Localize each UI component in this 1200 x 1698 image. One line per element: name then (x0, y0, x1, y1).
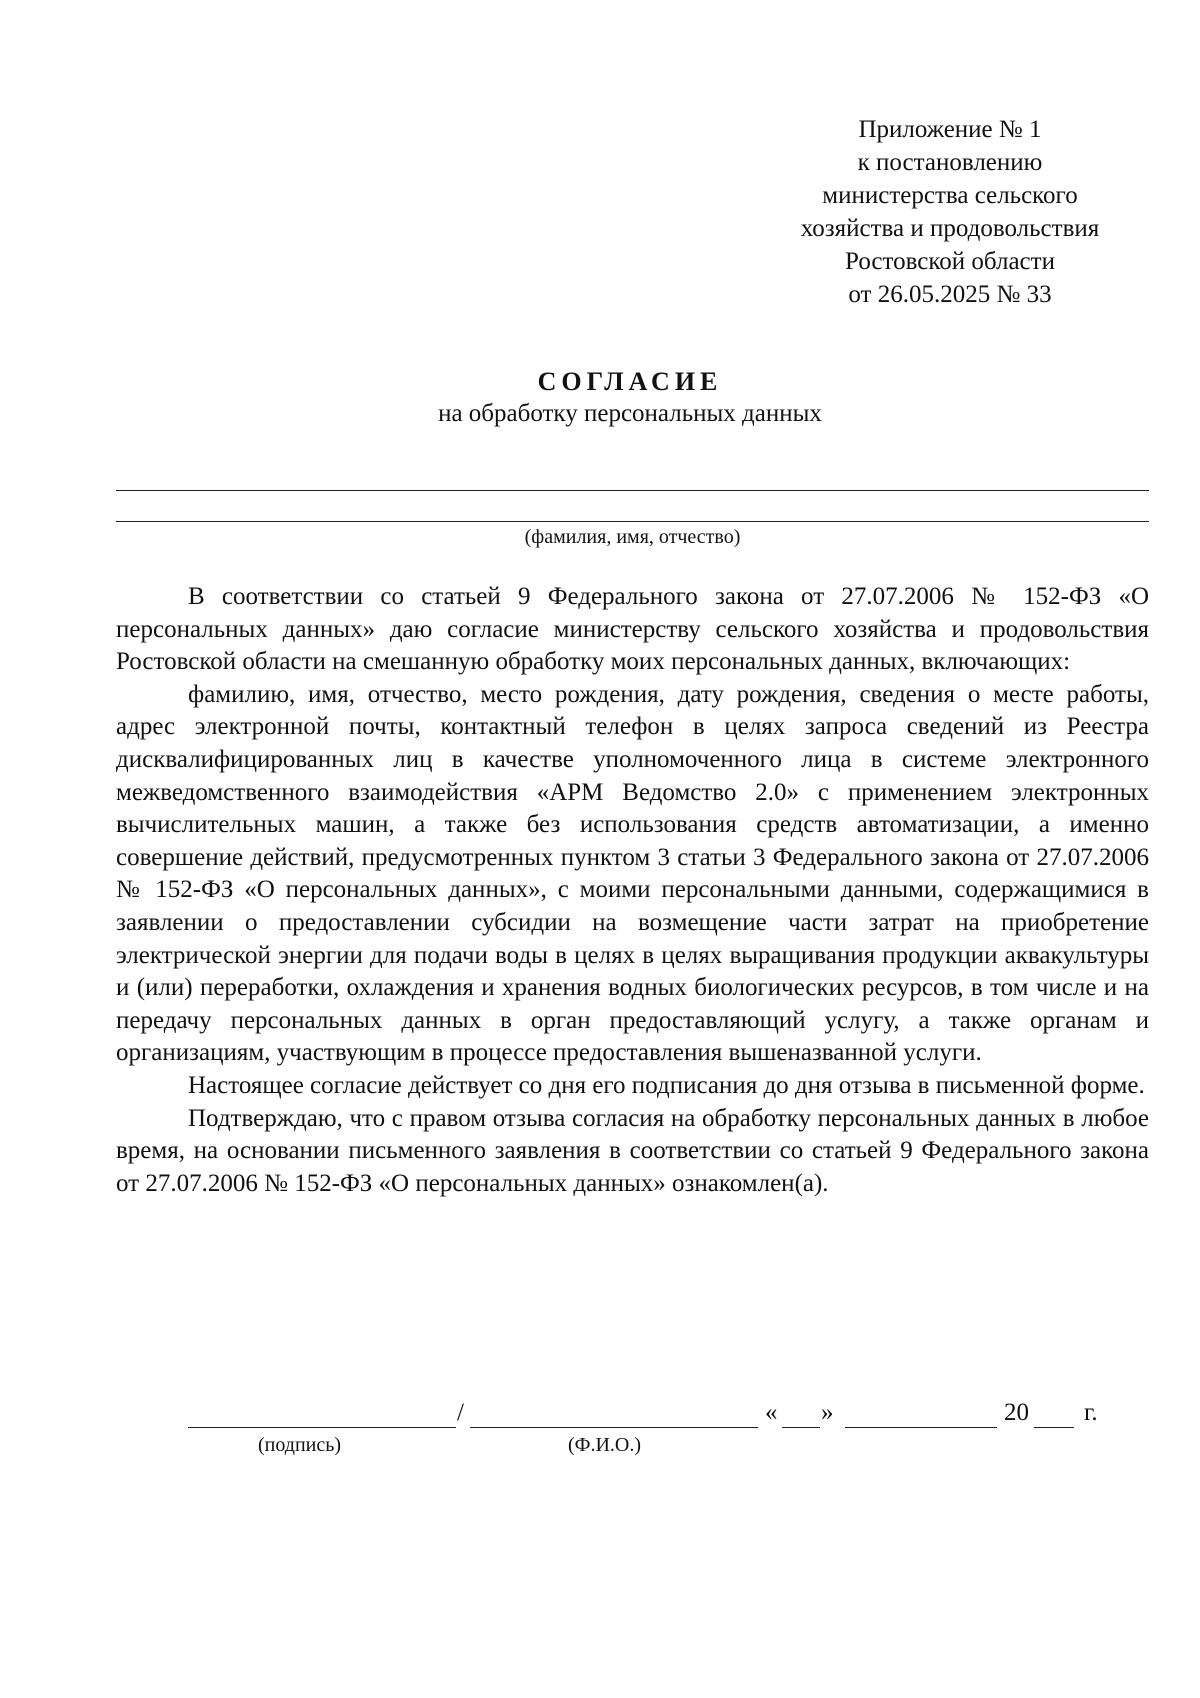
appendix-line: к постановлению (857, 149, 1043, 176)
appendix-block (740, 113, 1160, 311)
signature-label: (подпись) (258, 1434, 342, 1456)
year-line[interactable] (1034, 1401, 1074, 1428)
paragraph: Настоящее согласие действует со дня его подписания до дня отзыва в письменной форме. (188, 1071, 1145, 1099)
fio-input-line-2[interactable] (116, 521, 1149, 522)
document-title: СОГЛАСИЕ (537, 367, 723, 396)
appendix-line: хозяйства и продовольствия (800, 215, 1100, 242)
fio-signature-line[interactable] (470, 1401, 758, 1428)
appendix-line: Приложение № 1 (858, 116, 1042, 143)
consent-body (116, 581, 1149, 1200)
appendix-line: министерства сельского (822, 182, 1078, 209)
date-quote-open: « (765, 1399, 778, 1426)
signature-row (0, 1397, 1200, 1437)
date-quote-close: » (821, 1399, 834, 1426)
day-line[interactable] (782, 1401, 820, 1428)
paragraph: Подтверждаю, что с правом отзыва согласия на обработку персональных данных в любое время, на основании письменного заявления в соответствии со статьей 9 Федерального закона от 27.07.2006 № 152-ФЗ «О персональных данных» ознакомлен(а). (116, 1104, 1149, 1197)
appendix-line: Ростовской области (845, 248, 1055, 275)
fio-input-line-1[interactable] (116, 490, 1149, 491)
document-subtitle: на обработку персональных данных (438, 400, 822, 427)
appendix-line: от 26.05.2025 № 33 (848, 281, 1052, 308)
month-line[interactable] (845, 1401, 997, 1428)
fio-caption: (фамилия, имя, отчество) (524, 526, 741, 548)
year-prefix: 20 (1004, 1399, 1029, 1426)
paragraph: фамилию, имя, отчество, место рождения, дату рождения, сведения о месте работы, адрес электронной почты, контактный телефон в целях запроса сведений из Реестра дисквалифицированных лиц в качестве уполномоченного лица в системе электронного межведомственного взаимодействия «АРМ Ведомство 2.0» с применением электронных вычислительных машин, а также без использования средств автоматизации, а именно совершение действий, предусмотренных пунктом 3 статьи 3 Федерального закона от 27.07.2006 № 152-ФЗ «О персональных данных», с моими персональными данными, содержащимися в заявлении о предоставлении субсидии на возмещение части затрат на приобретение электрической энергии для подачи воды в целях в целях выращивания продукции аквакультуры и (или) переработки, охлаждения и хранения водных биологических ресурсов, в том числе и на передачу персональных данных в орган предоставляющий услугу, а также органам и организациям, участвующим в процессе предоставления вышеназванной услуги. (116, 680, 1149, 1067)
signature-line[interactable] (188, 1401, 456, 1428)
fio-label: (Ф.И.О.) (568, 1434, 642, 1456)
year-suffix: г. (1084, 1399, 1098, 1426)
paragraph: В соответствии со статьей 9 Федерального закона от 27.07.2006 № 152-ФЗ «О персональных данных» даю согласие министерству сельского хозяйства и продовольствия Ростовской области на смешанную обработку моих персональных данных, включающих: (116, 583, 1149, 676)
signature-separator: / (457, 1399, 464, 1426)
